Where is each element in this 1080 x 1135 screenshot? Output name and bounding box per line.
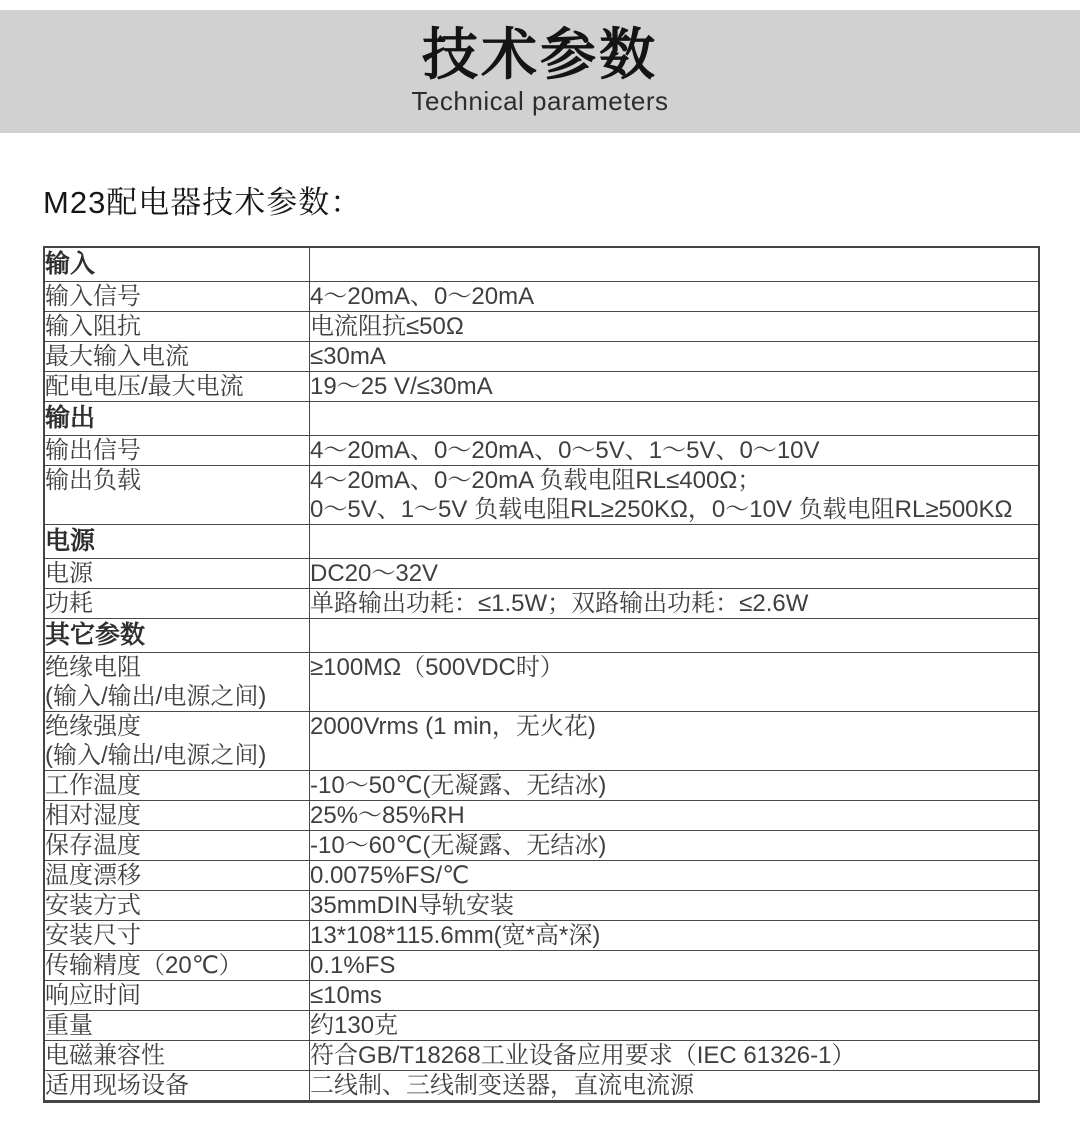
- param-value: [310, 831, 1040, 861]
- spec-table: [43, 246, 1040, 1103]
- param-label: [44, 861, 310, 891]
- param-value: [310, 712, 1040, 771]
- param-label-line: 安装方式: [45, 892, 141, 919]
- param-value-line: 4～20mA、0～20mA: [310, 283, 535, 310]
- param-label: [44, 1011, 310, 1041]
- param-value: [310, 801, 1040, 831]
- section-heading: M23配电器技术参数：: [43, 185, 363, 220]
- param-value: [310, 771, 1040, 801]
- param-value-line: 25%～85%RH: [310, 802, 465, 829]
- param-label-line: 输入: [45, 250, 96, 278]
- param-value: [310, 589, 1040, 619]
- param-value-line: 4～20mA、0～20mA、0～5V、1～5V、0～10V: [310, 437, 820, 464]
- param-label-line: 其它参数: [45, 621, 146, 649]
- table-row: [44, 771, 1039, 801]
- page-subtitle: Technical parameters: [411, 86, 669, 117]
- param-value: [310, 891, 1040, 921]
- param-label: [44, 559, 310, 589]
- param-value: [310, 247, 1040, 282]
- param-value-line: 0.0075%FS/℃: [310, 862, 470, 889]
- param-value-line: 符合GB/T18268工业设备应用要求（IEC 61326-1）: [310, 1042, 856, 1069]
- param-label-line: 输出: [45, 404, 96, 432]
- table-row: [44, 951, 1039, 981]
- param-label: [44, 801, 310, 831]
- param-label: [44, 525, 310, 559]
- param-label: [44, 402, 310, 436]
- param-label: [44, 372, 310, 402]
- table-row: [44, 402, 1039, 436]
- param-label-line: 电源: [45, 527, 96, 555]
- param-label: [44, 1041, 310, 1071]
- param-value: [310, 981, 1040, 1011]
- param-label: [44, 282, 310, 312]
- table-row: [44, 436, 1039, 466]
- param-label: [44, 619, 310, 653]
- param-value-line: 电流阻抗≤50Ω: [310, 313, 464, 340]
- table-row: [44, 372, 1039, 402]
- param-label: [44, 771, 310, 801]
- table-row: [44, 312, 1039, 342]
- param-label-line: 绝缘电阻: [45, 654, 141, 681]
- param-label-line: 功耗: [45, 590, 93, 617]
- param-label-line: 保存温度: [45, 832, 141, 859]
- param-value-line: 13*108*115.6mm(宽*高*深): [310, 922, 601, 949]
- param-value: [310, 653, 1040, 712]
- param-label-line: 绝缘强度: [45, 713, 141, 740]
- param-label-line: 配电电压/最大电流: [45, 373, 244, 400]
- param-label-line: (输入/输出/电源之间): [45, 683, 267, 710]
- param-value: [310, 921, 1040, 951]
- table-row: [44, 342, 1039, 372]
- param-label: [44, 342, 310, 372]
- param-label: [44, 981, 310, 1011]
- table-row: [44, 466, 1039, 525]
- page-title: 技术参数: [422, 22, 658, 86]
- param-value-line: -10～50℃(无凝露、无结冰): [310, 772, 607, 799]
- param-label-line: 电磁兼容性: [45, 1042, 165, 1069]
- table-row: [44, 891, 1039, 921]
- table-row: [44, 921, 1039, 951]
- param-label-line: 输出信号: [45, 437, 141, 464]
- table-row: [44, 282, 1039, 312]
- param-value-line: DC20～32V: [310, 560, 439, 587]
- param-label: [44, 951, 310, 981]
- param-label: [44, 436, 310, 466]
- param-value: [310, 951, 1040, 981]
- param-label: [44, 712, 310, 771]
- param-value: [310, 1041, 1040, 1071]
- param-label: [44, 312, 310, 342]
- param-value-line: 0.1%FS: [310, 952, 396, 979]
- param-value: [310, 342, 1040, 372]
- param-value-line: 约130克: [310, 1012, 399, 1039]
- table-row: [44, 712, 1039, 771]
- param-value: [310, 619, 1040, 653]
- param-label-line: 适用现场设备: [45, 1072, 189, 1099]
- param-label-line: 温度漂移: [45, 862, 141, 889]
- param-value-line: 二线制、三线制变送器，直流电流源: [310, 1072, 694, 1099]
- table-row: [44, 861, 1039, 891]
- param-label-line: 相对湿度: [45, 802, 141, 829]
- param-label: [44, 653, 310, 712]
- param-value: [310, 402, 1040, 436]
- param-value: [310, 1011, 1040, 1041]
- param-label: [44, 247, 310, 282]
- param-value: [310, 312, 1040, 342]
- param-value: [310, 372, 1040, 402]
- param-label-line: 响应时间: [45, 982, 141, 1009]
- param-value: [310, 466, 1040, 525]
- table-row: [44, 619, 1039, 653]
- param-label: [44, 831, 310, 861]
- table-row: [44, 653, 1039, 712]
- table-row: [44, 247, 1039, 282]
- param-value-line: 2000Vrms (1 min，无火花): [310, 713, 596, 740]
- param-value: [310, 525, 1040, 559]
- table-row: [44, 831, 1039, 861]
- param-label: [44, 891, 310, 921]
- table-row: [44, 1071, 1039, 1102]
- param-label-line: 重量: [45, 1012, 93, 1039]
- table-row: [44, 1011, 1039, 1041]
- banner: [0, 10, 1080, 133]
- param-value-line: ≥100MΩ（500VDC时）: [310, 654, 564, 681]
- param-value-line: 4～20mA、0～20mA 负载电阻RL≤400Ω；: [310, 467, 762, 494]
- param-value-line: -10～60℃(无凝露、无结冰): [310, 832, 607, 859]
- param-label: [44, 1071, 310, 1102]
- param-label-line: 最大输入电流: [45, 343, 189, 370]
- param-value-line: ≤30mA: [310, 343, 386, 370]
- param-label-line: 电源: [45, 560, 93, 587]
- param-label-line: 安装尺寸: [45, 922, 141, 949]
- param-value-line: ≤10ms: [310, 982, 382, 1009]
- table-row: [44, 801, 1039, 831]
- param-value: [310, 282, 1040, 312]
- param-label-line: 输入信号: [45, 283, 141, 310]
- param-value: [310, 436, 1040, 466]
- param-label-line: 输入阻抗: [45, 313, 141, 340]
- param-value-line: 单路输出功耗：≤1.5W；双路输出功耗：≤2.6W: [310, 590, 809, 617]
- param-value: [310, 559, 1040, 589]
- page: [0, 10, 1080, 1103]
- param-label-line: 传输精度（20℃）: [45, 952, 243, 979]
- param-label: [44, 589, 310, 619]
- param-value: [310, 861, 1040, 891]
- table-row: [44, 981, 1039, 1011]
- table-row: [44, 559, 1039, 589]
- param-label-line: (输入/输出/电源之间): [45, 742, 267, 769]
- table-row: [44, 589, 1039, 619]
- param-value-line: 0～5V、1～5V 负载电阻RL≥250KΩ，0～10V 负载电阻RL≥500KΩ: [310, 496, 1013, 523]
- table-row: [44, 525, 1039, 559]
- param-label-line: 工作温度: [45, 772, 141, 799]
- param-label: [44, 466, 310, 525]
- param-label: [44, 921, 310, 951]
- table-row: [44, 1041, 1039, 1071]
- param-value: [310, 1071, 1040, 1102]
- param-label-line: 输出负载: [45, 467, 141, 494]
- param-value-line: 19～25 V/≤30mA: [310, 373, 493, 400]
- param-value-line: 35mmDIN导轨安装: [310, 892, 515, 919]
